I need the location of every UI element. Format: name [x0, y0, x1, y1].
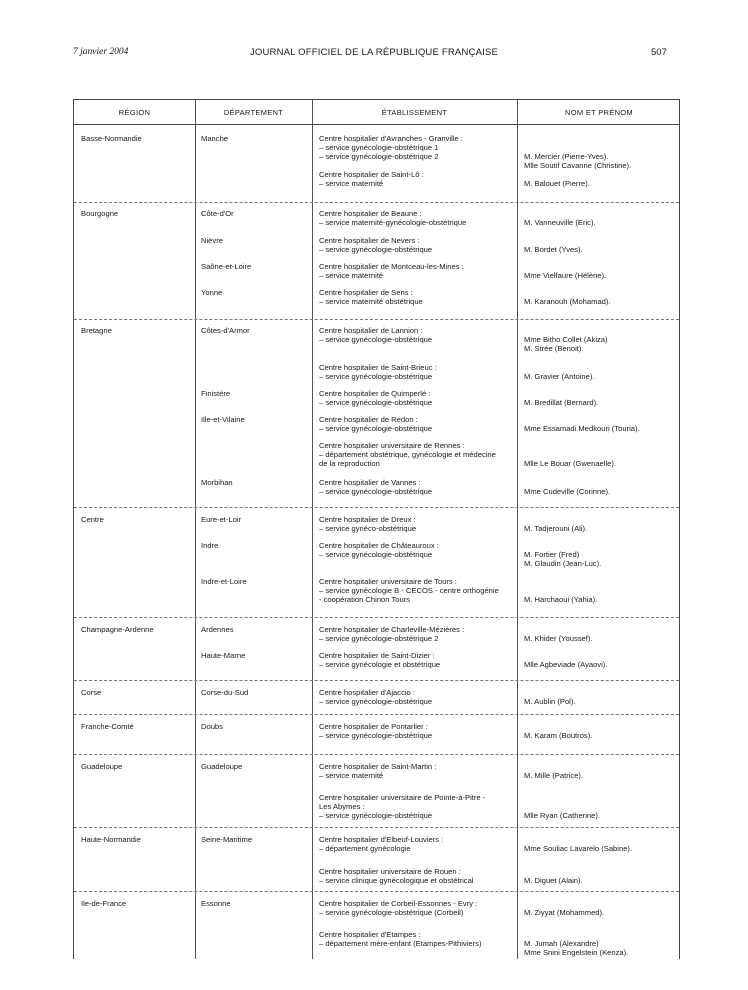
department-name: Finistère	[201, 389, 231, 398]
person-name: M. Ziyyat (Mohammed).	[524, 908, 605, 917]
establishment-line: Centre hospitalier universitaire de Rouen :	[319, 867, 461, 876]
region-separator	[74, 754, 679, 755]
person-name: M. Vanneuville (Eric).	[524, 218, 596, 227]
column-divider	[312, 100, 313, 959]
establishment-line: – service maternité	[319, 271, 384, 280]
department-name: Côtes-d'Armor	[201, 326, 250, 335]
establishment-line: Centre hospitalier universitaire de Tours :	[319, 577, 457, 586]
establishment-line: Centre hospitalier de Dreux :	[319, 515, 416, 524]
department-name: Indre	[201, 541, 219, 550]
person-name: M. Mercier (Pierre-Yves).	[524, 152, 609, 161]
establishment-line: Centre hospitalier de Montceau-les-Mines :	[319, 262, 464, 271]
page-number: 507	[651, 47, 667, 58]
region-name: Bourgogne	[81, 209, 119, 218]
table-header	[74, 100, 679, 125]
establishment-line: – service maternité	[319, 771, 384, 780]
person-name: M. Bredillat (Bernard).	[524, 398, 599, 407]
establishment-line: Centre hospitalier de Beaune :	[319, 209, 422, 218]
establishment-line: Centre hospitalier d'Ajaccio :	[319, 688, 415, 697]
appointments-table	[73, 99, 680, 959]
establishment-line: Centre hospitalier universitaire de Pointe-à-Pitre -	[319, 793, 486, 802]
establishment-line: Les Abymes :	[319, 802, 365, 811]
person-name: Mlle Ryan (Catherine).	[524, 811, 600, 820]
region-separator	[74, 714, 679, 715]
department-name: Seine-Maritime	[201, 835, 253, 844]
region-name: Haute-Normandie	[81, 835, 141, 844]
person-name: M. Jumah (Alexandre)	[524, 939, 599, 948]
establishment-line: Centre hospitalier de Quimperlé :	[319, 389, 431, 398]
department-name: Côte-d'Or	[201, 209, 234, 218]
establishment-line: – service gynécologie-obstétrique	[319, 731, 433, 740]
region-separator	[74, 827, 679, 828]
department-name: Manche	[201, 134, 229, 143]
establishment-line: – service gynécologie-obstétrique (Corbeil)	[319, 908, 464, 917]
region-name: Franche-Comté	[81, 722, 134, 731]
establishment-line: – service gynécologie-obstétrique	[319, 697, 433, 706]
establishment-line: Centre hospitalier de Saint-Brieuc :	[319, 363, 437, 372]
establishment-line: Centre hospitalier de Saint-Dizier :	[319, 651, 435, 660]
person-name: Mme Vielfaure (Hélène).	[524, 271, 607, 280]
person-name: M. Mille (Patrice).	[524, 771, 584, 780]
person-name: Mlle Le Bouar (Gwenaelle).	[524, 459, 617, 468]
establishment-line: – service maternité obstétrique	[319, 297, 423, 306]
department-name: Guadeloupe	[201, 762, 243, 771]
establishment-line: Centre hospitalier de Nevers :	[319, 236, 420, 245]
column-divider	[517, 100, 518, 959]
establishment-line: – service gynéco-obstétrique	[319, 524, 417, 533]
establishment-line: Centre hospitalier de Lannion :	[319, 326, 423, 335]
establishment-line: – service clinique gynécologique et obstétrical	[319, 876, 474, 885]
person-name: Mlle Agbeviade (Ayaovi).	[524, 660, 608, 669]
establishment-line: Centre hospitalier de Corbeil-Essonnes - Evry :	[319, 899, 478, 908]
establishment-line: – service gynécologie et obstétrique	[319, 660, 441, 669]
region-separator	[74, 891, 679, 892]
person-name: M. Gravier (Antoine).	[524, 372, 595, 381]
department-name: Nièvre	[201, 236, 223, 245]
header-date: 7 janvier 2004	[73, 47, 129, 57]
region-separator	[74, 319, 679, 320]
establishment-line: – département obstétrique, gynécologie et médecine	[319, 450, 496, 459]
person-name: M. Bordet (Yves).	[524, 245, 583, 254]
person-name: Mme Snini Engelstein (Kenza).	[524, 948, 629, 957]
department-name: Ardennes	[201, 625, 234, 634]
establishment-line: Centre hospitalier de Sens :	[319, 288, 413, 297]
person-name: Mlle Soutif Cavanne (Christine).	[524, 161, 632, 170]
department-name: Corse-du-Sud	[201, 688, 249, 697]
person-name: M. Aublin (Pol).	[524, 697, 576, 706]
establishment-line: Centre hospitalier de Pontarlier :	[319, 722, 428, 731]
establishment-line: – service gynécologie-obstétrique	[319, 550, 433, 559]
department-name: Eure-et-Loir	[201, 515, 242, 524]
department-name: Ille-et-Vilaine	[201, 415, 245, 424]
establishment-line: Centre hospitalier de Saint-Martin :	[319, 762, 437, 771]
establishment-line: – service gynécologie-obstétrique	[319, 424, 433, 433]
establishment-line: Centre hospitalier d'Elbeuf-Louviers :	[319, 835, 444, 844]
person-name: Mme Cudeville (Corinne).	[524, 487, 611, 496]
establishment-line: – service gynécologie-obstétrique	[319, 372, 433, 381]
region-name: Bretagne	[81, 326, 112, 335]
establishment-line: – service gynécologie-obstétrique 2	[319, 634, 439, 643]
establishment-line: Centre hospitalier universitaire de Rennes :	[319, 441, 465, 450]
column-divider	[195, 100, 196, 959]
establishment-line: – service gynécologie-obstétrique 1	[319, 143, 439, 152]
person-name: Mme Souliac Lavarelo (Sabine).	[524, 844, 633, 853]
region-name: Corse	[81, 688, 102, 697]
department-name: Essonne	[201, 899, 231, 908]
person-name: M. Karanouh (Mohamad).	[524, 297, 611, 306]
establishment-line: Centre hospitalier de Saint-Lô :	[319, 170, 424, 179]
establishment-line: Centre hospitalier d'Etampes :	[319, 930, 421, 939]
establishment-line: Centre hospitalier de Redon :	[319, 415, 418, 424]
column-header-region: RÉGION	[118, 108, 151, 117]
establishment-line: – service gynécologie B - CECOS - centre orthogénie	[319, 586, 499, 595]
person-name: M. Khider (Youssef).	[524, 634, 593, 643]
establishment-line: – service gynécologie-obstétrique	[319, 811, 433, 820]
person-name: M. Fortier (Fred)	[524, 550, 580, 559]
person-name: M. Glaudin (Jean-Luc).	[524, 559, 602, 568]
establishment-line: – service gynécologie-obstétrique	[319, 335, 433, 344]
column-header-establishment: ÉTABLISSEMENT	[381, 108, 448, 117]
region-separator	[74, 617, 679, 618]
establishment-line: – département mère-enfant (Etampes-Pithiviers)	[319, 939, 482, 948]
region-name: Centre	[81, 515, 104, 524]
establishment-line: de la reproduction	[319, 459, 380, 468]
region-separator	[74, 507, 679, 508]
person-name: M. Balouet (Pierre).	[524, 179, 590, 188]
person-name: Mme Essamadi Medkouri (Touria).	[524, 424, 640, 433]
establishment-line: – service maternité-gynécologie-obstétrique	[319, 218, 467, 227]
establishment-line: – service gynécologie-obstétrique	[319, 245, 433, 254]
region-name: Ile-de-France	[81, 899, 127, 908]
person-name: Mme Bitho Collet (Akiza)	[524, 335, 608, 344]
establishment-line: – département gynécologie	[319, 844, 411, 853]
person-name: M. Harchaoui (Yahia).	[524, 595, 598, 604]
column-header-department: DÉPARTEMENT	[223, 108, 284, 117]
region-separator	[74, 680, 679, 681]
department-name: Yonne	[201, 288, 223, 297]
establishment-line: Centre hospitalier de Vannes :	[319, 478, 421, 487]
establishment-line: – service gynécologie-obstétrique	[319, 487, 433, 496]
journal-title: JOURNAL OFFICIEL DE LA RÉPUBLIQUE FRANÇAISE	[249, 47, 499, 58]
person-name: M. Tadjerouni (Ali).	[524, 524, 588, 533]
establishment-line: – service maternité	[319, 179, 384, 188]
person-name: M. Strée (Benoit).	[524, 344, 584, 353]
department-name: Morbihan	[201, 478, 233, 487]
establishment-line: Centre hospitalier de Châteauroux :	[319, 541, 439, 550]
person-name: M. Diguet (Alain).	[524, 876, 583, 885]
department-name: Haute-Marne	[201, 651, 246, 660]
person-name: M. Karam (Boutros).	[524, 731, 593, 740]
establishment-line: – service gynécologie-obstétrique 2	[319, 152, 439, 161]
region-name: Basse-Normandie	[81, 134, 142, 143]
establishment-line: – service gynécologie-obstétrique	[319, 398, 433, 407]
region-separator	[74, 202, 679, 203]
establishment-line: Centre hospitalier de Charleville-Mézières :	[319, 625, 465, 634]
region-name: Guadeloupe	[81, 762, 123, 771]
column-header-name: NOM ET PRÉNOM	[565, 108, 633, 117]
department-name: Indre-et-Loire	[201, 577, 247, 586]
department-name: Saône-et-Loire	[201, 262, 252, 271]
department-name: Doubs	[201, 722, 223, 731]
establishment-line: Centre hospitalier d'Avranches - Granville :	[319, 134, 463, 143]
region-name: Champagne-Ardenne	[81, 625, 154, 634]
establishment-line: - coopération Chinon Tours	[319, 595, 411, 604]
